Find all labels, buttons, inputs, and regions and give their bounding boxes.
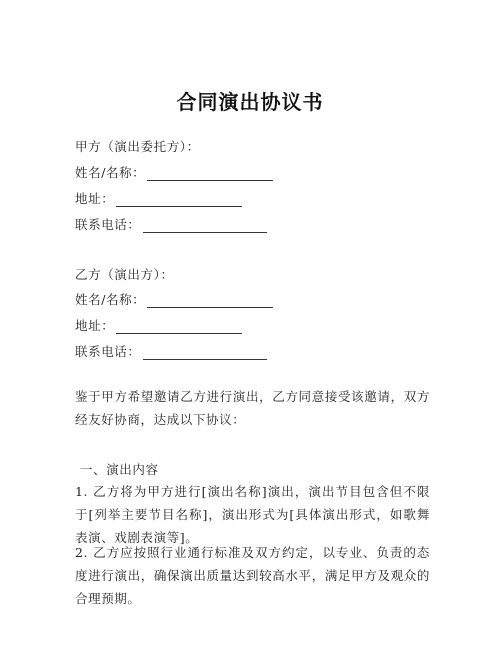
party-b-address-label: 地址： (75, 318, 115, 333)
party-b-phone-blank (143, 347, 267, 360)
party-b-phone-label: 联系电话： (75, 344, 141, 359)
section-1-heading: 一、演出内容 (80, 462, 159, 477)
party-a-name-field (75, 163, 273, 181)
preamble-paragraph: 鉴于甲方希望邀请乙方进行演出，乙方同意接受该邀请，双方经友好协商，达成以下协议： (75, 389, 430, 427)
party-a-phone-blank (143, 220, 267, 233)
party-b-heading: 乙方（演出方）： (75, 267, 174, 282)
section-1-clause-2: 2. 乙方应按照行业通行标准及双方约定，以专业、负责的态度进行演出，确保演出质量达到较高水平，满足甲方及观众的合理预期。 (75, 545, 430, 606)
party-b-address-blank (116, 321, 242, 334)
party-a-heading: 甲方（演出委托方）： (75, 139, 200, 154)
party-a-address-field (75, 189, 242, 207)
party-b-name-field (75, 290, 273, 308)
document-title: 合同演出协议书 (176, 90, 324, 114)
party-b-address-field (75, 316, 242, 334)
party-b-name-label: 姓名/名称： (75, 292, 146, 307)
party-a-name-label: 姓名/名称： (75, 165, 146, 180)
party-b-phone-field (75, 342, 267, 360)
party-a-phone-label: 联系电话： (75, 217, 141, 232)
section-1-clause-1: 1. 乙方将为甲方进行[演出名称]演出，演出节目包含但不限于[列举主要节目名称]，演出形式为[具体演出形式，如歌舞表演、戏剧表演等]。 (75, 484, 430, 545)
party-b-name-blank (147, 295, 273, 308)
party-a-phone-field (75, 215, 267, 233)
party-a-address-blank (116, 194, 242, 207)
party-a-address-label: 地址： (75, 191, 115, 206)
party-a-name-blank (147, 168, 273, 181)
